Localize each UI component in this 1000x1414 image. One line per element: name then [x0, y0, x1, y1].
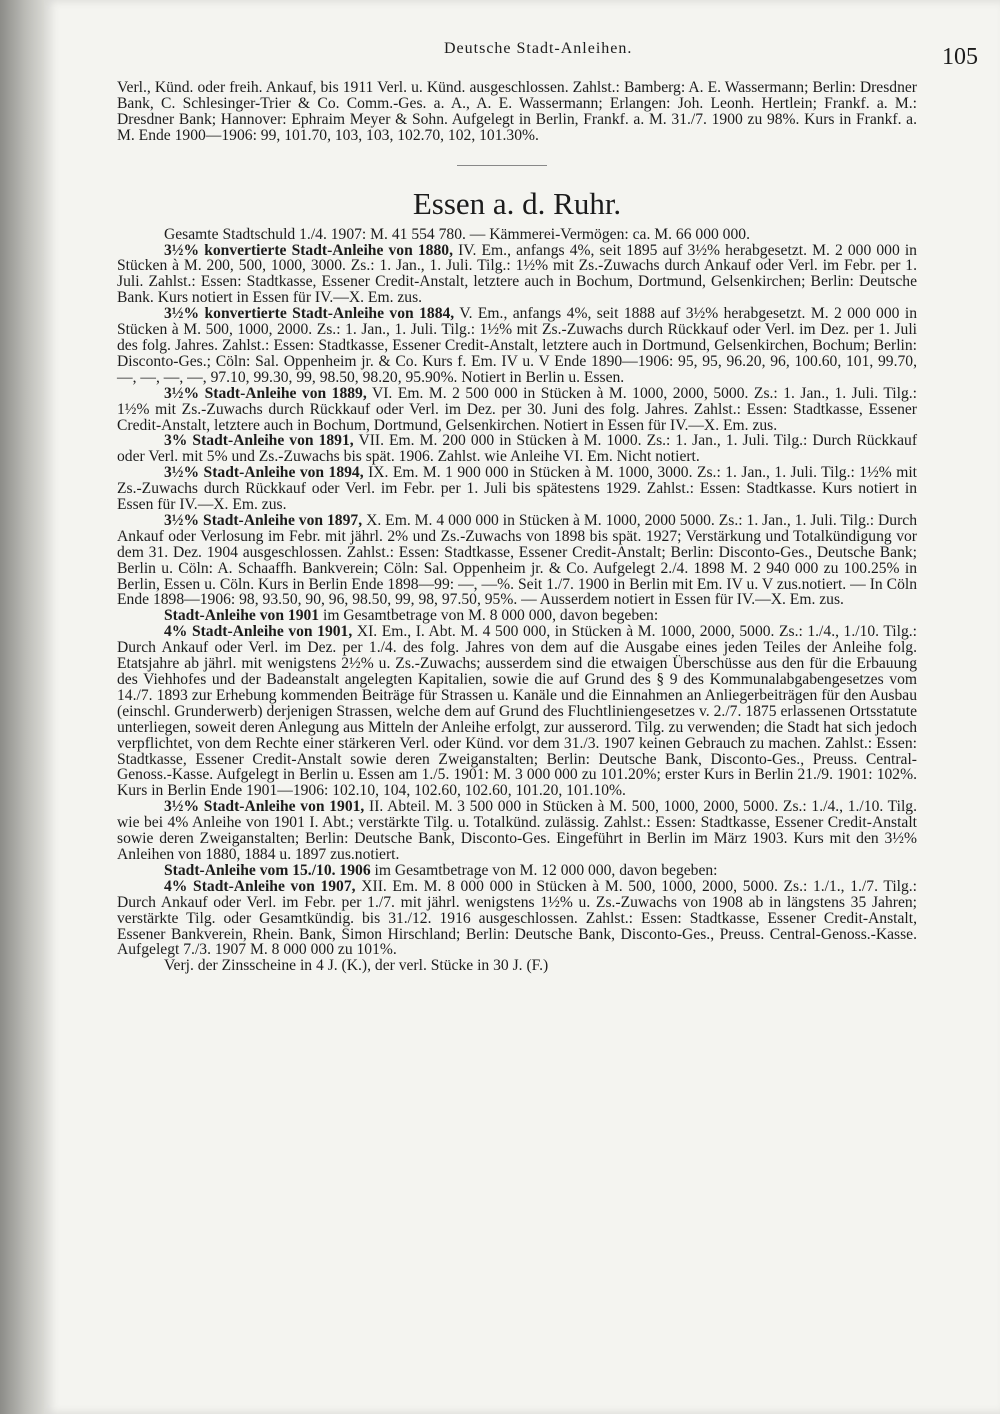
loan-text: IV. Em., anfangs 4%, seit 1895 auf 3½% herabgesetzt. M. 2 000 000 in Stücken à M. 200, 500, 1000, 3000. Zs.: 1. Jan., 1. Juli. Tilg.: 1½% mit Zs.-Zuwachs durch Ankauf oder Verl. im Febr. per 1. Juli. Zahlst.: Essen: Stadtkasse, Essener Credit-Anstalt, letztere auch in Bochum, Dortmund, Gelsenkirchen; Berlin: Deutsche Bank. Kurs notiert in Essen für IV.—X. Em. zus. — [117, 241, 917, 307]
loan-text: VI. Em. M. 2 500 000 in Stücken à M. 1000, 2000, 5000. Zs.: 1. Jan., 1. Juli. Tilg.: 1½% mit Zs.-Zuwachs durch Rückkauf oder Verl. im Dez. per 30. Juni des folg. Jahres. Zahlst.: Essen: Stadtkasse, Essener Credit-Anstalt, letztere auch in Bochum, Dortmund, Gelsenkirchen. Notiert in Essen für IV.—X. Em. zus. — [117, 384, 917, 434]
loan-title: 3½% Stadt-Anleihe von 1901, — [164, 798, 365, 816]
loan-text: X. Em. M. 4 000 000 in Stücken à M. 1000, 2000 5000. Zs.: 1. Jan., 1. Juli. Tilg.: Durch Ankauf oder Verlosung im Febr. mit jährl. 2% und Zs.-Zuwachs von 1898 bis spät. 1927; Verstärkung und Totalkündigung vor dem 31. Dez. 1904 ausgeschlossen. Zahlst.: Essen: Stadtkasse, Essener Credit-Anstalt; Berlin: Disconto-Ges., Deutsche Bank; Berlin u. Cöln: A. Schaaffh. Bankverein; Cöln: Sal. Oppenheim jr. & Co. Aufgelegt 2./4. 1898 M. 2 940 000 zu 100.25% in Berlin, Essen u. Cöln. Kurs in Berlin Ende 1898—99: —, —%. Seit 1./7. 1900 in Berlin mit Em. IV u. V zus.notiert. — In Cöln Ende 1898—1906: 98, 93.50, 90, 96, 98.50, 99, 98, 97.50, 95%. — Ausserdem notiert in Essen für IV.—X. Em. zus. — [117, 511, 918, 609]
loan-text: im Gesamtbetrage von M. 12 000 000, davon begeben: — [374, 861, 718, 879]
loan-entry — [117, 465, 917, 513]
loan-title: 3% Stadt-Anleihe von 1891, — [164, 432, 354, 450]
running-title: Deutsche Stadt-Anleihen. — [444, 40, 633, 57]
footer-note: Verj. der Zinsscheine in 4 J. (K.), der verl. Stücke in 30 J. (F.) — [164, 957, 549, 975]
page-number: 105 — [942, 44, 978, 70]
page-body — [117, 80, 917, 974]
loan-entry — [117, 513, 917, 608]
loan-text: II. Abteil. M. 3 500 000 in Stücken à M. 500, 1000, 2000, 5000. Zs.: 1./4., 1./10. Tilg. wie bei 4% Anleihe von 1901 I. Abt.; verstärkte Tilg. u. Totalkünd. zulässig. Zahlst.: Essen: Stadtkasse, Essener Credit-Anstalt sowie deren Zweiganstalten; Berlin: Deutsche Bank, Disconto-Ges. Eingeführt in Berlin im März 1903. Kurs mit den 3½% Anleihen von 1880, 1884 u. 1897 zus.notiert. — [117, 798, 918, 863]
loan-entry — [117, 306, 917, 386]
intro-paragraph: Verl., Künd. oder freih. Ankauf, bis 1911 Verl. u. Künd. ausgeschlossen. Zahlst.: Bamberg: A. E. Wassermann; Berlin: Dresdner Bank, C. Schlesinger-Trier & Co. Comm.-Ges. a. A., A. E. Wassermann; Erlangen: Joh. Leonh. Hertlein; Frankf. a. M.: Dresdner Bank; Hannover: Ephraim Meyer & Sohn. Aufgelegt in Berlin, Frankf. a. M. 31./7. 1900 zu 98%. Kurs in Frankf. a. M. Ende 1900—1906: 99, 101.70, 103, 103, 102.70, 102, 101.30%. — [117, 79, 917, 144]
loan-title: 4% Stadt-Anleihe von 1901, — [164, 623, 353, 641]
loan-entry — [117, 863, 917, 879]
loan-entry — [117, 799, 917, 863]
loan-title: 3½% Stadt-Anleihe von 1889, — [164, 384, 367, 402]
loan-title: Stadt-Anleihe vom 15./10. 1906 — [164, 861, 371, 879]
loan-text: VII. Em. M. 200 000 in Stücken à M. 1000. Zs.: 1. Jan., 1. Juli. Tilg.: Durch Rückkauf oder Verl. mit 5% und Zs.-Zuwachs bis spät. 1906. Zahlst. wie Anleihe VI. Em. Nicht notiert. — [117, 432, 918, 466]
loan-text: XI. Em., I. Abt. M. 4 500 000, in Stücken à M. 1000, 2000, 5000. Zs.: 1./4., 1./10. Tilg.: Durch Ankauf oder Verl. im Dez. per 1./4. des folg. Jahres von dem auf die Ausgabe eines jeden Teiles der Anleihe folg. Etatsjahre ab jährl. mit wenigstens 2½% u. Zs.-Zuwachs; ausserdem sind die etwaigen Überschüsse aus den für die Erbauung des Viehhofes und der Badeanstalt angelegten Kapitalien, sowie die auf Grund des § 9 des Kommunalabgabengesetzes vom 14./7. 1893 zur Erhebung kommenden Beiträge für Strassen u. Kanäle und die Einnahmen an Anliegerbeiträgen für den Ausbau (einschl. Grunderwerb) derjenigen Strassen, welche dem auf Grund des Fluchtliniengesetzes v. 2./7. 1875 erlassenen Ortsstatute unterliegen, soweit deren Anlegung aus Mitteln der Anleihe erfolgt, zur ausserord. Tilg. zu verwenden; die Stadt hat sich jedoch verpflichtet, von dem Rechte einer stärkeren Verl. oder Künd. vor dem 31./3. 1907 keinen Gebrauch zu machen. Zahlst.: Essen: Stadtkasse, Essener Credit-Anstalt sowie deren Zweiganstalten; Berlin: Deutsche Bank, Disconto-Ges., Preuss. Central-Genoss.-Kasse. Aufgelegt in Berlin u. Essen am 1./5. 1901: M. 3 000 000 zu 101.20%; erster Kurs in Berlin 21./9. 1901: 102%. Kurs in Berlin Ende 1901—1906: 102.10, 104, 102.60, 102.60, 101.20, 101.10%. — [117, 623, 917, 800]
loan-title: 4% Stadt-Anleihe von 1907, — [164, 877, 356, 895]
loan-entry — [117, 624, 917, 799]
book-spine-shadow — [0, 0, 44, 1414]
loan-entry — [117, 433, 917, 465]
loan-entry — [117, 608, 917, 624]
loan-title: 3½% Stadt-Anleihe von 1897, — [164, 511, 363, 529]
loan-title: Stadt-Anleihe von 1901 — [164, 607, 320, 625]
section-divider — [457, 165, 547, 166]
loan-entry — [117, 879, 917, 959]
loan-text: V. Em., anfangs 4%, seit 1888 auf 3½% herabgesetzt. M. 2 000 000 in Stücken à M. 500, 1000, 2000. Zs.: 1. Jan., 1. Juli. Tilg.: 1½% mit Zs.-Zuwachs durch Rückkauf oder Verl. im Dez. per 1. Juli des folg. Jahres. Zahlst.: Essen: Stadtkasse, Essener Credit-Anstalt, letztere auch in Dortmund, Gelsenkirchen, Bochum; Berlin: Disconto-Ges.; Cöln: Sal. Oppenheim jr. & Co. Kurs f. Em. IV u. V Ende 1890—1906: 95, 95, 96.20, 96, 100.60, 101, 99.70, —, —, —, —, 97.10, 99.30, 99, 98.50, 98.20, 95.90%. Notiert in Berlin u. Essen. — [117, 305, 917, 386]
loan-text: XII. Em. M. 8 000 000 in Stücken à M. 500, 1000, 2000, 5000. Zs.: 1./1., 1./7. Tilg.: Durch Ankauf oder Verl. im Febr. per 1./7. mit jährl. wenigstens 1½% u. Zs.-Zuwachs von 1908 ab in längstens 35 Jahren; verstärkte Tilg. oder Gesamtkündig. bis 31./12. 1916 ausgeschlossen. Zahlst.: Essen: Stadtkasse, Essener Credit-Anstalt, Essener Bankverein, Rhein. Bank, Simon Hirschland; Berlin: Deutsche Bank, Disconto-Ges., Preuss. Central-Genoss.-Kasse. Aufgelegt 7./3. 1907 M. 8 000 000 zu 101%. — [117, 877, 918, 959]
loan-text: IX. Em. M. 1 900 000 in Stücken à M. 1000, 3000. Zs.: 1. Jan., 1. Juli. Tilg.: 1½% mit Zs.-Zuwachs durch Rückkauf oder Verl. im Febr. per 1. Juli bis spätestens 1929. Zahlst.: Essen: Stadtkasse. Kurs notiert in Essen für IV.—X. Em. zus. — [117, 464, 917, 514]
debt-summary: Gesamte Stadtschuld 1./4. 1907: M. 41 554 780. — Kämmerei-Vermögen: ca. M. 66 000 000. — [164, 225, 750, 243]
loan-text: im Gesamtbetrage von M. 8 000 000, davon begeben: — [323, 607, 659, 625]
loan-entry — [117, 243, 917, 307]
loan-title: 3½% konvertierte Stadt-Anleihe von 1880, — [164, 241, 453, 259]
loan-entry — [117, 386, 917, 434]
city-heading: Essen a. d. Ruhr. — [412, 185, 622, 221]
loan-title: 3½% konvertierte Stadt-Anleihe von 1884, — [164, 305, 455, 323]
loan-title: 3½% Stadt-Anleihe von 1894, — [164, 464, 364, 482]
